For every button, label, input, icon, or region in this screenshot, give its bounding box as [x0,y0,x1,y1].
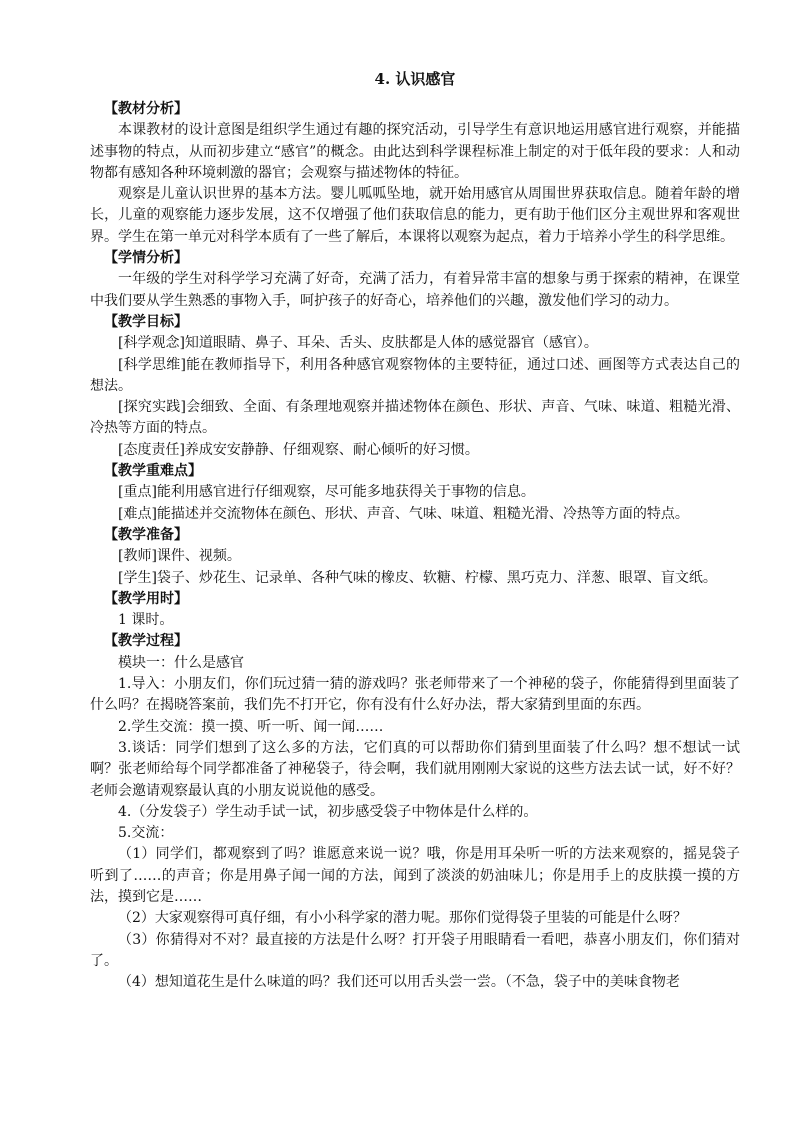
step-handout: 4.（分发袋子）学生动手试一试，初步感受袋子中物体是什么样的。 [118,803,538,820]
paragraph-analysis-2: 观察是儿童认识世界的基本方法。婴儿呱呱坠地，就开始用感官从周围世界获取信息。随着年龄的增长，儿童的观察能力逐步发展，这不仅增强了他们获取信息的能力，更有助于他们区分主观世界和客观世界。学生在第一单元对科学本质有了一些了解后，本课将以观察为起点，着力于培养小学生的科学思维。 [90,186,740,245]
step-student-exchange: 2.学生交流：摸一摸、听一听、闻一闻…… [118,718,384,735]
step-exchange: 5.交流： [118,825,174,842]
prep-student: [学生]袋子、炒花生、记录单、各种气味的橡皮、软糖、柠檬、黑巧克力、洋葱、眼罩、盲文纸。 [118,569,717,586]
key-point: [重点]能利用感官进行仔细观察，尽可能多地获得关于事物的信息。 [118,484,535,501]
goal-science-thinking: [科学思维]能在教师指导下，利用各种感官观察物体的主要特征，通过口述、画图等方式表达自己的想法。 [90,356,740,394]
heading-textbook-analysis: 【教材分析】 [104,101,188,117]
substep-4: （4）想知道花生是什么味道的吗？我们还可以用舌头尝一尝。（不急，袋子中的美味食物老 [118,974,680,991]
paragraph-analysis-1: 本课教材的设计意图是组织学生通过有趣的探究活动，引导学生有意识地运用感官进行观察，并能描述事物的特点，从而初步建立“感官”的概念。由此达到科学课程标准上制定的对于低年段的要求：人和动物都有感知各种环境刺激的器官；会观察与描述物体的特征。 [90,122,740,181]
substep-2: （2）大家观察得可真仔细，有小小科学家的潜力呢。那你们觉得袋子里装的可能是什么呀？ [118,910,687,927]
heading-teaching-time: 【教学用时】 [104,590,188,607]
substep-3: （3）你猜得对不对？最直接的方法是什么呀？打开袋子用眼睛看一看吧，恭喜小朋友们，你们猜对了。 [90,931,740,969]
heading-teaching-process: 【教学过程】 [104,633,188,650]
heading-key-points: 【教学重难点】 [104,463,202,480]
module-one-title: 模块一：什么是感官 [118,654,244,671]
heading-preparation: 【教学准备】 [104,526,188,543]
heading-student-analysis: 【学情分析】 [104,250,188,267]
teaching-time: 1 课时。 [118,612,174,629]
document-page [90,68,740,993]
goal-science-concept: [科学观念]知道眼睛、鼻子、耳朵、舌头、皮肤都是人体的感觉器官（感官）。 [118,335,598,352]
goal-attitude: [态度责任]养成安安静静、仔细观察、耐心倾听的好习惯。 [118,441,479,458]
prep-teacher: [教师]课件、视频。 [118,548,241,565]
difficult-point: [难点]能描述并交流物体在颜色、形状、声音、气味、味道、粗糙光滑、冷热等方面的特点。 [118,505,689,522]
goal-inquiry-practice: [探究实践]会细致、全面、有条理地观察并描述物体在颜色、形状、声音、气味、味道、粗糙光滑、冷热等方面的特点。 [90,399,740,437]
step-intro: 1.导入：小朋友们，你们玩过猜一猜的游戏吗？张老师带来了一个神秘的袋子，你能猜得到里面装了什么吗？在揭晓答案前，我们先不打开它，你有没有什么好办法，帮大家猜到里面的东西。 [90,676,740,714]
step-conversation: 3.谈话：同学们想到了这么多的方法，它们真的可以帮助你们猜到里面装了什么吗？想不想试一试啊？张老师给每个同学都准备了神秘袋子，待会啊，我们就用刚刚大家说的这些方法去试一试，好不好？老师会邀请观察最认真的小朋友说说他的感受。 [90,739,740,799]
substep-1: （1）同学们，都观察到了吗？谁愿意来说一说？哦，你是用耳朵听一听的方法来观察的，摇晃袋子听到了……的声音；你是用鼻子闻一闻的方法，闻到了淡淡的奶油味儿；你是用手上的皮肤摸一摸的方法，摸到它是…… [90,846,740,905]
paragraph-student-1: 一年级的学生对科学学习充满了好奇，充满了活力，有着异常丰富的想象与勇于探索的精神，在课堂中我们要从学生熟悉的事物入手，呵护孩子的好奇心，培养他们的兴趣，激发他们学习的动力。 [90,271,740,309]
document-title: 4. 认识感官 [374,70,456,88]
heading-teaching-goals: 【教学目标】 [104,313,188,330]
